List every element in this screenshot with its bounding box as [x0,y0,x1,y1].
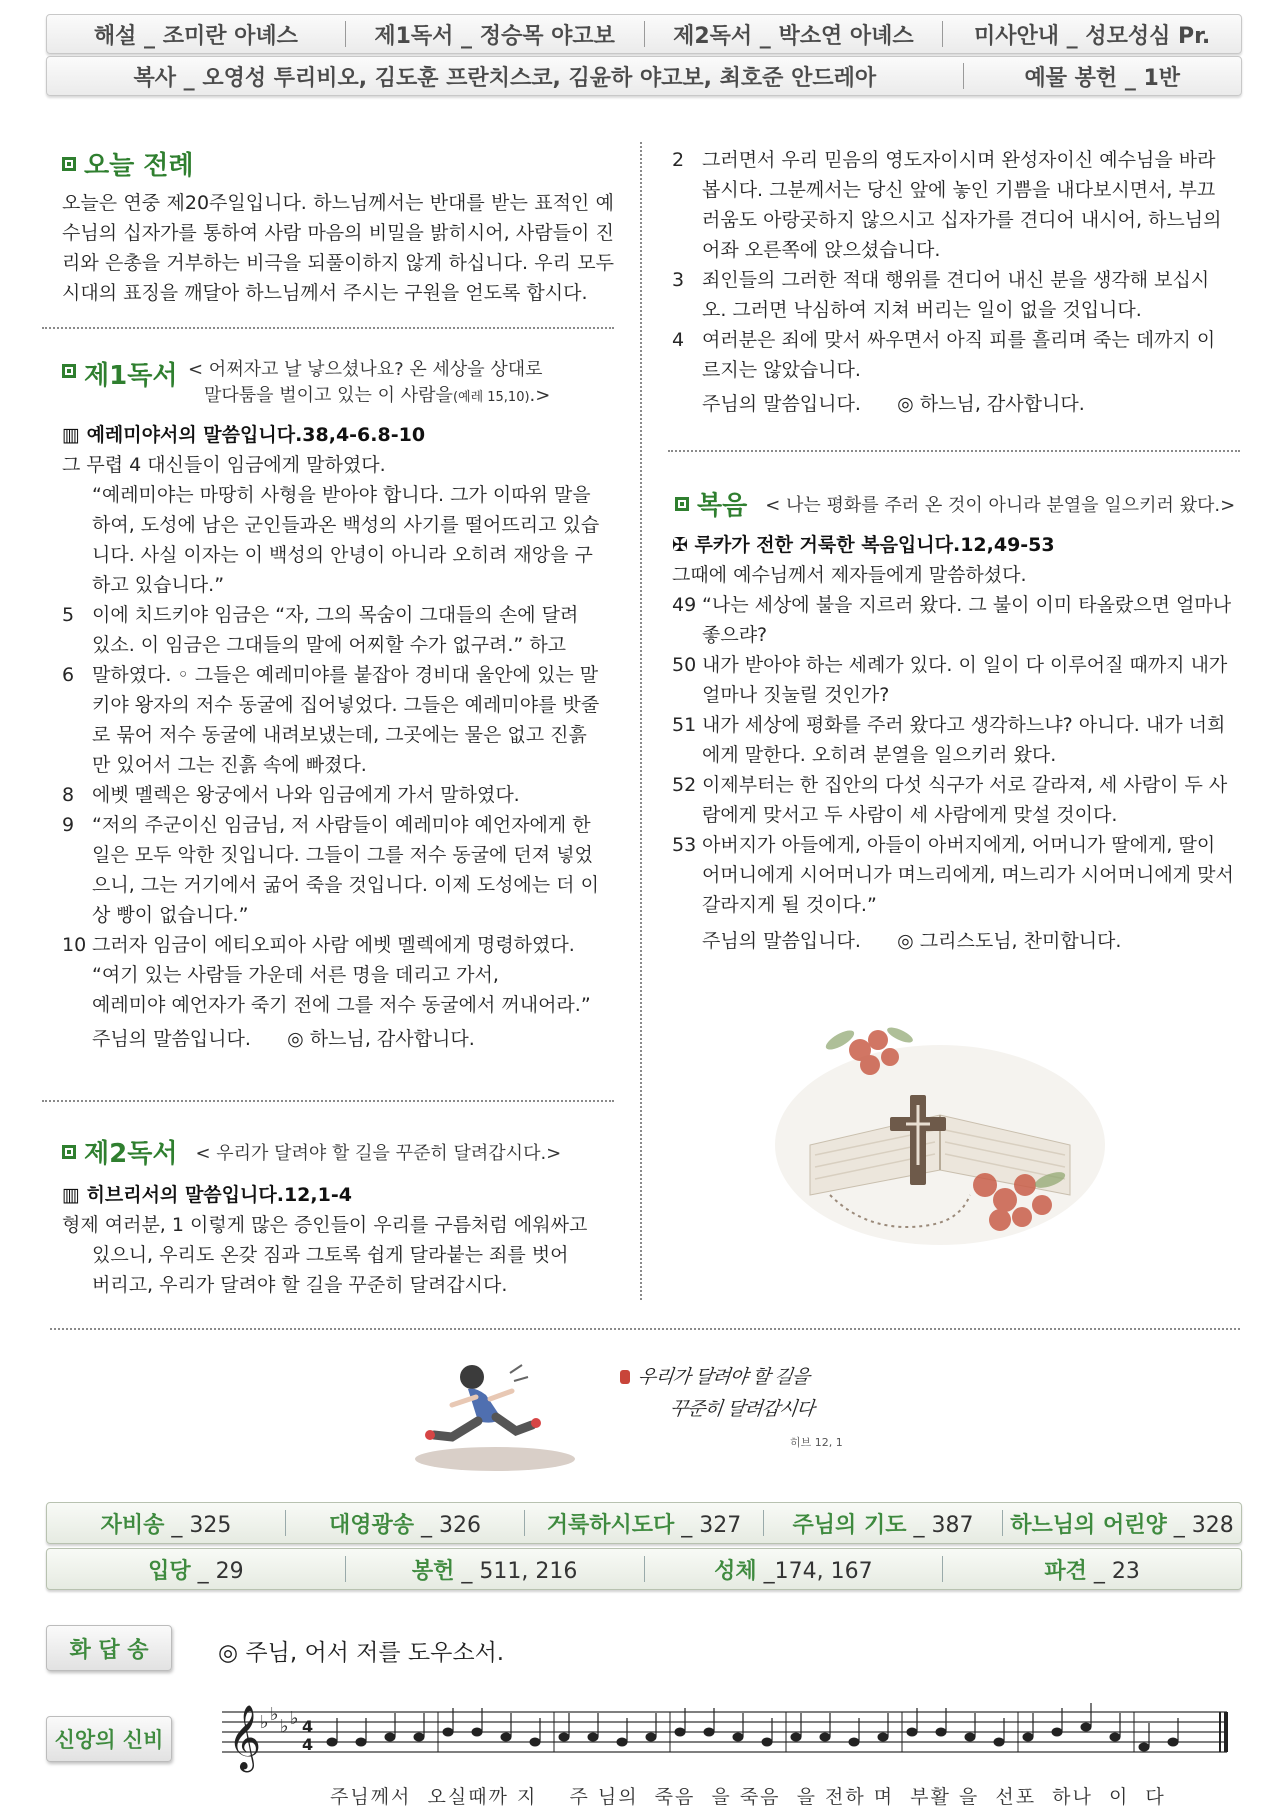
verse: 53 아버지가 아들에게, 아들이 아버지에게, 어머니가 딸에게, 딸이 어머니에게 시어머니가 며느리에게, 며느리가 시어머니에게 맞서 갈라지게 될 것이다.” [672,834,1234,916]
hymn-bar-2 [46,1548,1242,1590]
reading1-end-quote: “여기 있는 사람들 가운데 서른 명을 데리고 가서, [92,964,499,986]
reading2-line: 있으니, 우리도 온갖 짐과 그토록 쉽게 달라붙는 죄를 벗어 [92,1244,569,1266]
square-bullet-icon [675,497,689,511]
hymn-item: 성체 _174, 167 [714,1558,873,1584]
verse: 5 이에 치드키야 임금은 “자, 그의 목숨이 그대들의 손에 달려 있소. 이 임금은 그대들의 말에 어찌할 수가 없구려.” 하고 [62,604,579,656]
square-bullet-icon [62,157,76,171]
column-divider [640,142,642,1300]
gospel-body [672,530,1237,956]
square-bullet-icon [62,364,76,378]
reading2-section-title: 제2독서 < 우리가 달려야 할 길을 꾸준히 달려갑시다.> [62,1133,561,1170]
psalm-label: 화 답 송 [46,1625,172,1671]
music-note [675,1728,685,1736]
treble-clef-icon: 𝄞 [228,1705,262,1770]
music-note [849,1738,859,1746]
role-guide: 미사안내 _ 성모성심 Pr. [974,23,1211,49]
music-note [327,1738,337,1746]
verse: 8 에벳 멜렉은 왕궁에서 나와 임금에게 가서 말하였다. [62,784,520,806]
music-note [704,1728,714,1736]
calligraphy-line: 우리가 달려야 할 길을 [636,1366,811,1388]
section-divider [42,1100,614,1102]
music-note [501,1733,511,1741]
svg-text:♭: ♭ [260,1712,269,1733]
reading1-body [62,420,602,1054]
seal-stamp [620,1370,630,1384]
reading1-source: ▥ 예레미야서의 말씀입니다.38,4-6.8-10 [62,424,426,446]
verse: 10 그러자 임금이 에티오피아 사람 에벳 멜렉에게 명령하였다. [62,934,575,956]
section-divider [42,327,614,329]
role-commentator: 해설 _ 조미란 아녜스 [93,23,298,49]
music-note [878,1733,888,1741]
ministers-bar-1 [46,14,1242,54]
music-note [443,1728,453,1736]
verse: 50 내가 받아야 하는 세례가 있다. 이 일이 다 이루어질 때까지 내가 얼마나 짓눌릴 것인가? [672,654,1228,706]
music-note [965,1733,975,1741]
today-section-title: 오늘 전례 [62,145,194,182]
verse: 52 이제부터는 한 집안의 다섯 식구가 서로 갈라져, 세 사람이 두 사람에게 맞서고 두 사람이 세 사람에게 맞설 것이다. [672,774,1228,826]
music-note [791,1733,801,1741]
gospel-section-title: 복음 < 나는 평화를 주러 온 것이 아니라 분열을 일으키러 왔다.> [675,485,1235,522]
section-divider [668,450,1240,452]
music-note [1023,1733,1033,1741]
reading1-subtitle: < 어쩌자고 날 낳으셨나요? 온 세상을 상대로 말다툼을 벌이고 있는 이 사람을(예레 15,10).> [188,359,551,406]
gospel-source: ✠ 루카가 전한 거룩한 복음입니다.12,49-53 [672,534,1055,556]
running-person-illustration [410,1355,580,1475]
music-note [385,1733,395,1741]
verse: 2 그러면서 우리 믿음의 영도자이시며 완성자이신 예수님을 바라봅시다. 그분께서는 당신 앞에 놓인 기쁨을 내다보시면서, 부끄러움도 아랑곳하지 않으시고 십자가를 견디어 내시어, 하느님의 어좌 오른쪽에 앉으셨습니다. [672,149,1222,261]
reading2-body [62,1180,607,1300]
reading2-closing: 주님의 말씀입니다. ◎ 하느님, 감사합니다. [702,393,1085,415]
section-divider [50,1328,1240,1330]
hymn-bar-1 [46,1502,1242,1544]
today-body: 오늘은 연중 제20주일입니다. 하느님께서는 반대를 받는 표적인 예수님의 십자가를 통하여 사람 마음의 비밀을 밝히시어, 사람들이 진리와 은총을 거부하는 비극을 되풀이하지 않게 하십니다. 우리 모두 시대의 표징을 깨달아 하느님께서 주시는 구원을 얻도록 합시다. [62,192,614,304]
role-reader-1: 제1독서 _ 정승목 야고보 [374,23,615,49]
gospel-intro: 그때에 예수님께서 제자들에게 말씀하셨다. [672,564,1027,586]
music-note [733,1733,743,1741]
ministers-bar-2 [46,56,1242,96]
music-note [1110,1733,1120,1741]
hymn-item: 자비송 _ 325 [100,1512,232,1538]
verse: 6 말하였다. ◦ 그들은 예레미야를 붙잡아 경비대 울안에 있는 말키야 왕자의 저수 동굴에 집어넣었다. 그들은 예레미야를 밧줄로 묶어 저수 동굴에 내려보냈는데, 그곳에는 물은 없고 진흙만 있어서 그는 진흙 속에 빠졌다. [62,664,600,776]
music-note [1081,1723,1091,1731]
music-note [472,1728,482,1736]
music-note [588,1733,598,1741]
verse: 49 “나는 세상에 불을 지르러 왔다. 그 불이 이미 타올랐으면 얼마나 좋으랴? [672,594,1232,646]
music-note [559,1733,569,1741]
role-offering: 예물 봉헌 _ 1반 [1024,65,1181,91]
verse: 9 “저의 주군이신 임금님, 저 사람들이 예레미야 예언자에게 한 일은 모두 악한 짓입니다. 그들이 그를 저수 동굴에 던져 넣었으니, 그는 거기에서 굶어 죽을 것입니다. 이제 도성에는 더 이상 빵이 없습니다.” [62,814,599,926]
hymn-item: 봉헌 _ 511, 216 [411,1558,578,1584]
music-note [820,1733,830,1741]
mystery-lyrics: 주님께서 오실때까 지 주 님의 죽음 을 죽음 을 전하 며 부활 을 선포 하나 이 다 [330,1786,1166,1808]
svg-text:♭: ♭ [280,1716,289,1737]
psalm-response: ◎ 주님, 어서 저를 도우소서. [218,1640,505,1666]
reading1-quote: “예레미야는 마땅히 사형을 받아야 합니다. 그가 이따위 말을 하여, 도성에 남은 군인들과온 백성의 사기를 떨어뜨리고 있습니다. 사실 이자는 이 백성의 안녕이 아니라 오히려 재앙을 구하고 있습니다.” [92,484,600,596]
reading2-source: ▥ 히브리서의 말씀입니다.12,1-4 [62,1184,352,1206]
gospel-closing: 주님의 말씀입니다. ◎ 그리스도님, 찬미합니다. [702,930,1122,952]
reading1-section-title: 제1독서 [62,355,177,392]
music-note [530,1738,540,1746]
hymn-item: 대영광송 _ 326 [329,1512,481,1538]
verse: 3 죄인들의 그러한 적대 행위를 견디어 내신 분을 생각해 보십시오. 그러면 낙심하여 지쳐 버리는 일이 없을 것입니다. [672,269,1210,321]
reading2-line: 버리고, 우리가 달려야 할 길을 꾸준히 달려갑시다. [92,1274,508,1296]
svg-text:♭: ♭ [270,1704,279,1725]
bible-rosary-illustration [770,995,1110,1255]
music-note [1139,1743,1149,1751]
music-note [762,1738,772,1746]
reading1-intro: 그 무렵 4 대신들이 임금에게 말하였다. [62,454,386,476]
square-bullet-icon [62,1145,76,1159]
hymn-item: 주님의 기도 _ 387 [792,1512,974,1538]
music-note [936,1728,946,1736]
mystery-label: 신앙의 신비 [46,1716,172,1762]
music-note [617,1738,627,1746]
hymn-item: 파견 _ 23 [1044,1558,1140,1584]
calligraphy-ref: 히브 12, 1 [790,1436,843,1449]
music-note [356,1738,366,1746]
role-servers: 복사 _ 오영성 투리비오, 김도훈 프란치스코, 김윤하 야고보, 최호준 안드레아 [133,65,877,91]
music-note [994,1738,1004,1746]
music-note [1168,1738,1178,1746]
reading2-continued [672,145,1232,419]
music-note [1052,1728,1062,1736]
hymn-item: 거룩하시도다 _ 327 [546,1512,742,1538]
music-staff [222,1698,1232,1778]
reading1-closing: 주님의 말씀입니다. ◎ 하느님, 감사합니다. [92,1028,475,1050]
svg-text:4: 4 [302,1717,314,1736]
reading1-end-quote: 예레미야 예언자가 죽기 전에 그를 저수 동굴에서 꺼내어라.” [92,994,591,1016]
music-note [907,1728,917,1736]
verse: 51 내가 세상에 평화를 주러 왔다고 생각하느냐? 아니다. 내가 너희에게 말한다. 오히려 분열을 일으키러 왔다. [672,714,1226,766]
music-note [414,1733,424,1741]
calligraphy-line: 꾸준히 달려갑시다 [668,1398,815,1420]
music-note [646,1733,656,1741]
svg-text:4: 4 [302,1735,314,1754]
role-reader-2: 제2독서 _ 박소연 아녜스 [673,23,914,49]
hymn-item: 하느님의 어린양 _ 328 [1010,1512,1234,1538]
svg-text:♭: ♭ [290,1708,299,1729]
hymn-item: 입당 _ 29 [148,1558,244,1584]
reading2-line: 형제 여러분, 1 이렇게 많은 증인들이 우리를 구름처럼 에워싸고 [62,1214,588,1236]
verse: 4 여러분은 죄에 맞서 싸우면서 아직 피를 흘리며 죽는 데까지 이르지는 않았습니다. [672,329,1216,381]
